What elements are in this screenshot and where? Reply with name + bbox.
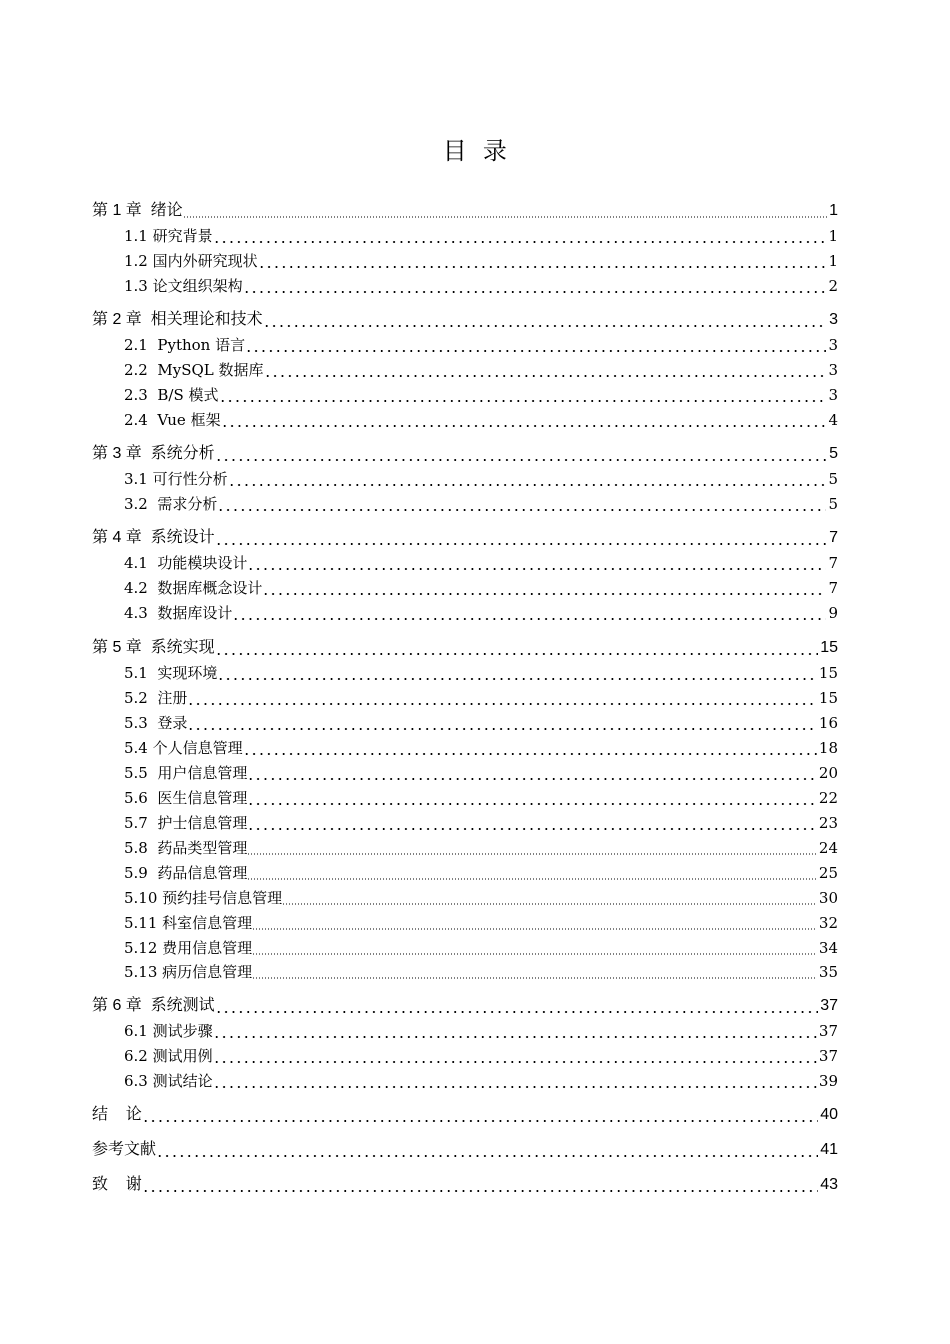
toc-section-entry[interactable] — [124, 911, 838, 935]
toc-dot-leader — [156, 1144, 818, 1158]
toc-page-number: 18 — [818, 739, 838, 757]
toc-section-entry[interactable] — [124, 1069, 838, 1093]
toc-entry-label: 1.1 研究背景 — [124, 227, 213, 245]
toc-entry-label: 5.11 科室信息管理 — [124, 914, 253, 932]
toc-dot-leader — [282, 892, 817, 906]
toc-dot-leader — [228, 473, 827, 487]
toc-entry-label: 第 1 章 绪论 — [92, 202, 183, 219]
toc-entry-label: 4.1 功能模块设计 — [124, 554, 248, 572]
toc-dot-leader — [247, 867, 817, 881]
toc-page-number: 3 — [828, 386, 838, 404]
toc-entry-label: 5.6 医生信息管理 — [124, 789, 248, 807]
toc-chapter-entry[interactable] — [92, 308, 838, 332]
toc-dot-leader — [243, 742, 817, 756]
toc-page-number: 3 — [828, 361, 838, 379]
toc-page-number: 5 — [828, 470, 838, 488]
toc-entry-label: 2.4 Vue 框架 — [124, 411, 221, 429]
toc-section-entry[interactable] — [124, 358, 838, 382]
toc-dot-leader — [258, 255, 827, 269]
toc-entry-label: 2.2 MySQL 数据库 — [124, 361, 264, 379]
toc-page-number: 7 — [828, 579, 838, 597]
toc-dot-leader — [217, 667, 817, 681]
toc-entry-label: 5.9 药品信息管理 — [124, 864, 248, 882]
toc-page-number: 24 — [818, 839, 838, 857]
toc-page-number: 3 — [828, 336, 838, 354]
toc-entry-label: 2.1 Python 语言 — [124, 336, 246, 354]
toc-chapter-entry[interactable] — [92, 1173, 838, 1197]
toc-chapter-entry[interactable] — [92, 1138, 838, 1162]
toc-page-number: 1 — [828, 227, 838, 245]
toc-entry-label: 5.2 注册 — [124, 689, 188, 707]
toc-chapter-entry[interactable] — [92, 199, 838, 223]
toc-dot-leader — [215, 642, 819, 656]
toc-page-number: 16 — [818, 714, 838, 732]
toc-chapter-entry[interactable] — [92, 1103, 838, 1127]
toc-section-entry[interactable] — [124, 249, 838, 273]
toc-dot-leader — [245, 339, 826, 353]
toc-dot-leader — [213, 230, 827, 244]
toc-dot-leader — [213, 1050, 817, 1064]
toc-dot-leader — [247, 767, 817, 781]
toc-dot-leader — [142, 1179, 818, 1193]
toc-page-number: 32 — [818, 914, 838, 932]
toc-section-entry[interactable] — [124, 492, 838, 516]
toc-entry-label: 3.1 可行性分析 — [124, 470, 228, 488]
toc-section-entry[interactable] — [124, 408, 838, 432]
toc-section-entry[interactable] — [124, 383, 838, 407]
toc-dot-leader — [243, 280, 827, 294]
toc-page-number: 35 — [818, 963, 838, 981]
toc-dot-leader — [215, 448, 827, 462]
toc-entry-label: 5.1 实现环境 — [124, 664, 218, 682]
toc-page-number: 40 — [820, 1106, 838, 1123]
toc-entry-label: 5.13 病历信息管理 — [124, 963, 253, 981]
toc-page-number: 7 — [829, 529, 838, 546]
toc-dot-leader — [183, 205, 827, 219]
toc-dot-leader — [187, 692, 817, 706]
toc-dot-leader — [187, 717, 817, 731]
toc-dot-leader — [215, 1000, 819, 1014]
toc-entry-label: 1.2 国内外研究现状 — [124, 252, 258, 270]
toc-entry-label: 6.1 测试步骤 — [124, 1022, 213, 1040]
toc-dot-leader — [263, 314, 827, 328]
toc-dot-leader — [247, 817, 817, 831]
toc-entry-label: 参考文献 — [92, 1141, 157, 1158]
toc-page-number: 1 — [828, 252, 838, 270]
toc-section-entry[interactable] — [124, 224, 838, 248]
toc-entry-label: 5.10 预约挂号信息管理 — [124, 889, 283, 907]
toc-section-entry[interactable] — [124, 1019, 838, 1043]
toc-chapter-entry[interactable] — [92, 994, 838, 1018]
toc-page-number: 3 — [829, 311, 838, 328]
toc-dot-leader — [219, 389, 827, 403]
toc-chapter-entry[interactable] — [92, 442, 838, 466]
toc-entry-label: 致 谢 — [92, 1176, 142, 1193]
toc-section-entry[interactable] — [124, 601, 838, 625]
toc-entry-label: 6.3 测试结论 — [124, 1072, 213, 1090]
toc-page-number: 1 — [829, 202, 838, 219]
toc-dot-leader — [264, 364, 827, 378]
toc-section-entry[interactable] — [124, 467, 838, 491]
toc-page-number: 41 — [820, 1141, 838, 1158]
toc-entry-label: 2.3 B/S 模式 — [124, 386, 219, 404]
toc-entry-label: 5.8 药品类型管理 — [124, 839, 248, 857]
toc-entry-label: 5.7 护士信息管理 — [124, 814, 248, 832]
toc-dot-leader — [142, 1109, 818, 1123]
toc-dot-leader — [217, 498, 826, 512]
toc-page-number: 7 — [828, 554, 838, 572]
toc-section-entry[interactable] — [124, 551, 838, 575]
toc-page-number: 37 — [818, 1022, 838, 1040]
toc-dot-leader — [247, 557, 826, 571]
toc-page-number: 37 — [818, 1047, 838, 1065]
toc-dot-leader — [252, 966, 817, 980]
toc-page-number: 34 — [818, 939, 838, 957]
toc-page-number: 9 — [828, 604, 838, 622]
toc-page-number: 25 — [818, 864, 838, 882]
toc-page-number: 15 — [820, 639, 838, 656]
toc-section-entry[interactable] — [124, 686, 838, 710]
toc-dot-leader — [213, 1075, 817, 1089]
toc-chapter-entry[interactable] — [92, 526, 838, 550]
toc-entry-label: 第 4 章 系统设计 — [92, 529, 215, 546]
toc-page-number: 5 — [828, 495, 838, 513]
toc-page-number: 39 — [818, 1072, 838, 1090]
toc-entry-label: 第 5 章 系统实现 — [92, 639, 215, 656]
page-title: 目 录 — [442, 137, 508, 165]
toc-section-entry[interactable] — [124, 960, 838, 984]
toc-page-number: 43 — [820, 1176, 838, 1193]
toc-section-entry[interactable] — [124, 886, 838, 910]
toc-dot-leader — [221, 414, 827, 428]
toc-chapter-entry[interactable] — [92, 636, 838, 660]
toc-entry-label: 结 论 — [92, 1106, 142, 1123]
toc-section-entry[interactable] — [124, 936, 838, 960]
toc-page-number: 37 — [820, 997, 838, 1014]
toc-page-number: 22 — [818, 789, 838, 807]
toc-entry-label: 第 6 章 系统测试 — [92, 997, 215, 1014]
toc-page-number: 15 — [818, 664, 838, 682]
toc-dot-leader — [252, 917, 817, 931]
toc-page-number: 20 — [818, 764, 838, 782]
toc-entry-label: 1.3 论文组织架构 — [124, 277, 243, 295]
toc-page-number: 30 — [818, 889, 838, 907]
toc-entry-label: 5.12 费用信息管理 — [124, 939, 253, 957]
toc-dot-leader — [247, 842, 817, 856]
toc-entry-label: 5.5 用户信息管理 — [124, 764, 248, 782]
toc-section-entry[interactable] — [124, 274, 838, 298]
toc-entry-label: 第 2 章 相关理论和技术 — [92, 311, 263, 328]
toc-section-entry[interactable] — [124, 786, 838, 810]
toc-entry-label: 3.2 需求分析 — [124, 495, 218, 513]
toc-page-number: 2 — [828, 277, 838, 295]
toc-dot-leader — [213, 1025, 817, 1039]
toc-entry-label: 6.2 测试用例 — [124, 1047, 213, 1065]
toc-entry-label: 5.4 个人信息管理 — [124, 739, 243, 757]
toc-dot-leader — [247, 792, 817, 806]
toc-section-entry[interactable] — [124, 761, 838, 785]
toc-page-number: 4 — [828, 411, 838, 429]
toc-dot-leader — [215, 532, 827, 546]
toc-dot-leader — [232, 607, 826, 621]
toc-entry-label: 4.3 数据库设计 — [124, 604, 233, 622]
toc-section-entry[interactable] — [124, 576, 838, 600]
toc-page-number: 5 — [829, 445, 838, 462]
toc-section-entry[interactable] — [124, 661, 838, 685]
toc-entry-label: 4.2 数据库概念设计 — [124, 579, 263, 597]
toc-page-number: 23 — [818, 814, 838, 832]
toc-page-number: 15 — [818, 689, 838, 707]
toc-section-entry[interactable] — [124, 736, 838, 760]
toc-dot-leader — [262, 582, 826, 596]
toc-section-entry[interactable] — [124, 811, 838, 835]
toc-section-entry[interactable] — [124, 861, 838, 885]
toc-entry-label: 5.3 登录 — [124, 714, 188, 732]
toc-section-entry[interactable] — [124, 333, 838, 357]
toc-section-entry[interactable] — [124, 711, 838, 735]
toc-entry-label: 第 3 章 系统分析 — [92, 445, 215, 462]
toc-section-entry[interactable] — [124, 836, 838, 860]
toc-dot-leader — [252, 942, 817, 956]
toc-section-entry[interactable] — [124, 1044, 838, 1068]
